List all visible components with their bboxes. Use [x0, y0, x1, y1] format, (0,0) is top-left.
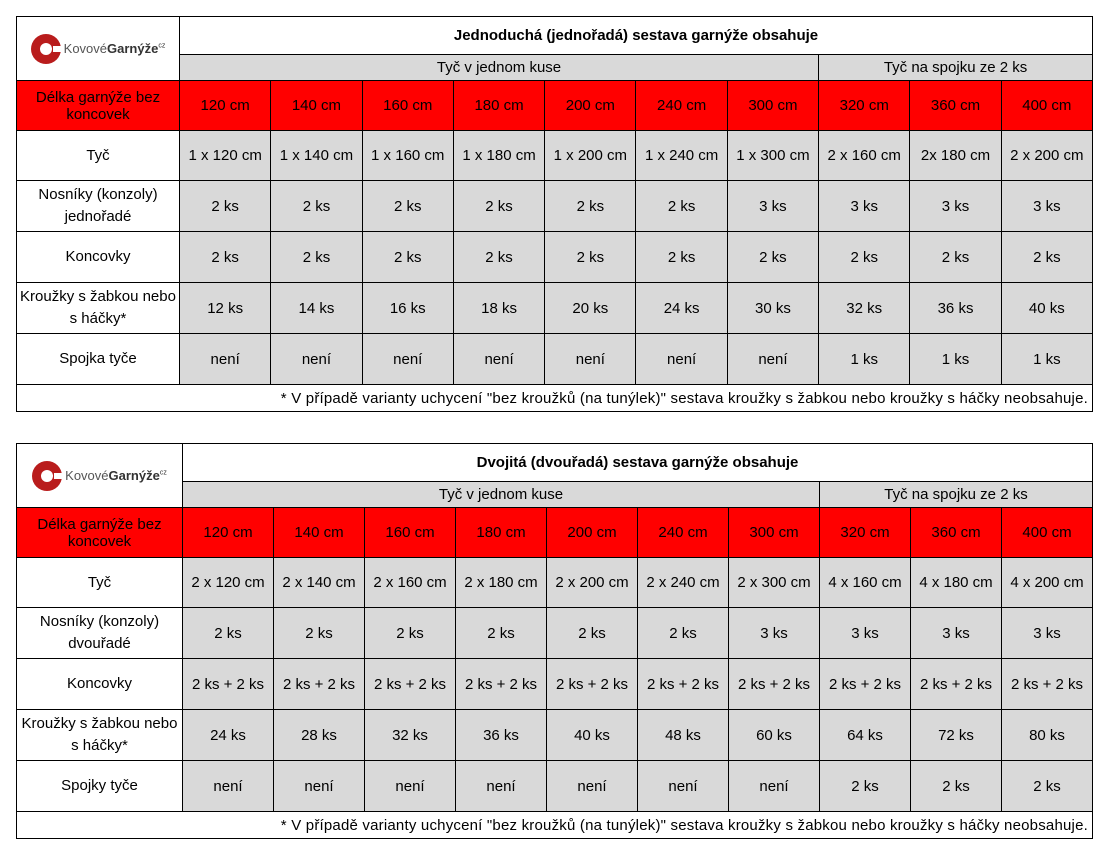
table-row [17, 659, 1093, 710]
table-cell: 2 ks [636, 181, 727, 232]
table-cell: 2 ks [911, 761, 1002, 812]
table-cell: 60 ks [729, 710, 820, 761]
table-cell: 2 ks [547, 608, 638, 659]
table-cell: 2 ks [180, 181, 271, 232]
table-cell: 3 ks [911, 608, 1002, 659]
table-cell: není [453, 334, 544, 385]
logo [17, 34, 179, 64]
table-row [17, 558, 1093, 608]
table-cell: není [456, 761, 547, 812]
table-cell: 2 x 160 cm [365, 558, 456, 608]
table-row [17, 283, 1093, 334]
table-cell: 1 x 140 cm [271, 131, 362, 181]
table-cell: není [547, 761, 638, 812]
row-label: Tyč [17, 558, 183, 608]
length-header: 240 cm [638, 508, 729, 558]
logo [17, 461, 182, 491]
table-cell: 12 ks [180, 283, 271, 334]
table-cell: 2 ks [365, 608, 456, 659]
table-cell: není [727, 334, 818, 385]
table-cell: 2 ks + 2 ks [638, 659, 729, 710]
table-cell: 2 ks [453, 181, 544, 232]
logo-text [65, 468, 167, 483]
table-cell: 2 ks [819, 232, 910, 283]
group-header-single-piece: Tyč v jednom kuse [180, 55, 819, 81]
table-cell: 3 ks [1002, 608, 1093, 659]
table-cell: 24 ks [636, 283, 727, 334]
length-header: 120 cm [180, 81, 271, 131]
table-cell: 2 ks + 2 ks [365, 659, 456, 710]
table-cell: 2 ks + 2 ks [456, 659, 547, 710]
logo-mark-icon [31, 34, 61, 64]
row-label: Spojka tyče [17, 334, 180, 385]
group-header-joined: Tyč na spojku ze 2 ks [819, 55, 1093, 81]
table-cell: 2 ks + 2 ks [820, 659, 911, 710]
footnote: * V případě varianty uchycení "bez kroužků (na tunýlek)" sestava kroužky s žabkou nebo kroužky s háčky neobsahuje. [17, 812, 1093, 839]
table-cell: 2 ks [638, 608, 729, 659]
length-header: 360 cm [911, 508, 1002, 558]
table-cell: 2 ks + 2 ks [729, 659, 820, 710]
table-cell: 4 x 160 cm [820, 558, 911, 608]
length-header: 180 cm [453, 81, 544, 131]
table-cell: 36 ks [910, 283, 1001, 334]
table-cell: 2 ks [180, 232, 271, 283]
table-cell: není [729, 761, 820, 812]
length-header: 140 cm [274, 508, 365, 558]
table-cell: 2x 180 cm [910, 131, 1001, 181]
table-cell: 14 ks [271, 283, 362, 334]
table-cell: 2 ks [271, 232, 362, 283]
length-header: 360 cm [910, 81, 1001, 131]
table-cell: 1 ks [1001, 334, 1092, 385]
table-cell: 40 ks [1001, 283, 1092, 334]
table-cell: 2 ks + 2 ks [274, 659, 365, 710]
table-cell: 1 x 240 cm [636, 131, 727, 181]
logo-text [64, 41, 166, 56]
table-cell: 3 ks [910, 181, 1001, 232]
table-row [17, 131, 1093, 181]
row-label: Nosníky (konzoly) dvouřadé [17, 608, 183, 659]
table-cell: 2 x 200 cm [547, 558, 638, 608]
logo-text-plain: Kovové [65, 468, 109, 483]
table-cell: 3 ks [727, 181, 818, 232]
table-row [17, 608, 1093, 659]
length-header: 400 cm [1001, 81, 1092, 131]
length-header: 300 cm [727, 81, 818, 131]
length-header: 320 cm [820, 508, 911, 558]
table-cell: 2 ks + 2 ks [1002, 659, 1093, 710]
table-title: Jednoduchá (jednořadá) sestava garnýže obsahuje [180, 17, 1093, 55]
footnote: * V případě varianty uchycení "bez kroužků (na tunýlek)" sestava kroužky s žabkou nebo kroužky s háčky neobsahuje. [17, 385, 1093, 412]
length-header: 240 cm [636, 81, 727, 131]
table-cell: 2 x 140 cm [274, 558, 365, 608]
length-label: Délka garnýže bez koncovek [17, 81, 180, 131]
row-label: Kroužky s žabkou nebo s háčky* [17, 710, 183, 761]
table-cell: 24 ks [183, 710, 274, 761]
kit-table [16, 443, 1093, 839]
length-header: 160 cm [362, 81, 453, 131]
table-cell: 2 ks [727, 232, 818, 283]
table-cell: 80 ks [1002, 710, 1093, 761]
table-cell: 2 ks [453, 232, 544, 283]
table-cell: 3 ks [1001, 181, 1092, 232]
table-cell: 20 ks [545, 283, 636, 334]
table-cell: 1 ks [819, 334, 910, 385]
table-row [17, 181, 1093, 232]
kit-table [16, 16, 1093, 412]
table-cell: 2 x 300 cm [729, 558, 820, 608]
table-row [17, 232, 1093, 283]
logo-text-sup: cz [159, 469, 167, 477]
table-cell: 2 x 160 cm [819, 131, 910, 181]
row-label: Koncovky [17, 232, 180, 283]
table-title: Dvojitá (dvouřadá) sestava garnýže obsahuje [183, 444, 1093, 482]
row-label: Kroužky s žabkou nebo s háčky* [17, 283, 180, 334]
table-row [17, 761, 1093, 812]
table-cell: 30 ks [727, 283, 818, 334]
table-cell: 40 ks [547, 710, 638, 761]
logo-cell [17, 17, 180, 81]
table-cell: 2 ks [362, 232, 453, 283]
logo-mark-icon [32, 461, 62, 491]
row-label: Tyč [17, 131, 180, 181]
group-header-joined: Tyč na spojku ze 2 ks [820, 482, 1093, 508]
table-cell: není [365, 761, 456, 812]
table-row [17, 334, 1093, 385]
table-cell: 2 ks [456, 608, 547, 659]
table-cell: není [180, 334, 271, 385]
table-cell: 1 x 160 cm [362, 131, 453, 181]
row-label: Spojky tyče [17, 761, 183, 812]
table-cell: 28 ks [274, 710, 365, 761]
length-header: 200 cm [545, 81, 636, 131]
length-header: 300 cm [729, 508, 820, 558]
table-cell: 2 x 180 cm [456, 558, 547, 608]
table-cell: 72 ks [911, 710, 1002, 761]
table-cell: 1 x 120 cm [180, 131, 271, 181]
table-cell: 2 ks [910, 232, 1001, 283]
table-cell: 3 ks [820, 608, 911, 659]
length-header: 120 cm [183, 508, 274, 558]
row-label: Koncovky [17, 659, 183, 710]
table-cell: není [636, 334, 727, 385]
table-cell: 2 ks [271, 181, 362, 232]
table-cell: 2 ks [636, 232, 727, 283]
group-header-single-piece: Tyč v jednom kuse [183, 482, 820, 508]
logo-text-bold: Garnýže [107, 41, 159, 56]
row-label: Nosníky (konzoly) jednořadé [17, 181, 180, 232]
logo-text-sup: cz [158, 42, 166, 50]
logo-cell [17, 444, 183, 508]
table-cell: není [183, 761, 274, 812]
table-cell: 2 ks [362, 181, 453, 232]
length-header: 200 cm [547, 508, 638, 558]
length-header: 400 cm [1002, 508, 1093, 558]
length-header: 180 cm [456, 508, 547, 558]
table-row [17, 710, 1093, 761]
table-cell: 2 ks [545, 181, 636, 232]
table-cell: 18 ks [453, 283, 544, 334]
table-cell: 2 ks + 2 ks [183, 659, 274, 710]
table-cell: 2 x 120 cm [183, 558, 274, 608]
table-cell: 2 ks [545, 232, 636, 283]
table-cell: 32 ks [819, 283, 910, 334]
table-cell: 3 ks [729, 608, 820, 659]
table-cell: 2 ks [274, 608, 365, 659]
table-cell: není [274, 761, 365, 812]
table-cell: 4 x 180 cm [911, 558, 1002, 608]
table-cell: 1 x 200 cm [545, 131, 636, 181]
table-cell: není [545, 334, 636, 385]
table-cell: 2 ks + 2 ks [911, 659, 1002, 710]
table-cell: 2 ks + 2 ks [547, 659, 638, 710]
table-cell: 2 x 200 cm [1001, 131, 1092, 181]
table-cell: 1 x 300 cm [727, 131, 818, 181]
length-header: 160 cm [365, 508, 456, 558]
table-cell: 48 ks [638, 710, 729, 761]
table-cell: 1 ks [910, 334, 1001, 385]
table-cell: 36 ks [456, 710, 547, 761]
table-cell: 16 ks [362, 283, 453, 334]
table-cell: není [638, 761, 729, 812]
table-cell: 1 x 180 cm [453, 131, 544, 181]
table-cell: 4 x 200 cm [1002, 558, 1093, 608]
table-cell: není [362, 334, 453, 385]
table-cell: 32 ks [365, 710, 456, 761]
table-cell: 3 ks [819, 181, 910, 232]
logo-text-bold: Garnýže [108, 468, 160, 483]
length-header: 320 cm [819, 81, 910, 131]
table-cell: 2 ks [1001, 232, 1092, 283]
table-cell: 2 ks [183, 608, 274, 659]
table-cell: 2 x 240 cm [638, 558, 729, 608]
table-cell: 2 ks [1002, 761, 1093, 812]
table-cell: není [271, 334, 362, 385]
table-cell: 2 ks [820, 761, 911, 812]
logo-text-plain: Kovové [63, 41, 108, 56]
length-label: Délka garnýže bez koncovek [17, 508, 183, 558]
table-cell: 64 ks [820, 710, 911, 761]
length-header: 140 cm [271, 81, 362, 131]
